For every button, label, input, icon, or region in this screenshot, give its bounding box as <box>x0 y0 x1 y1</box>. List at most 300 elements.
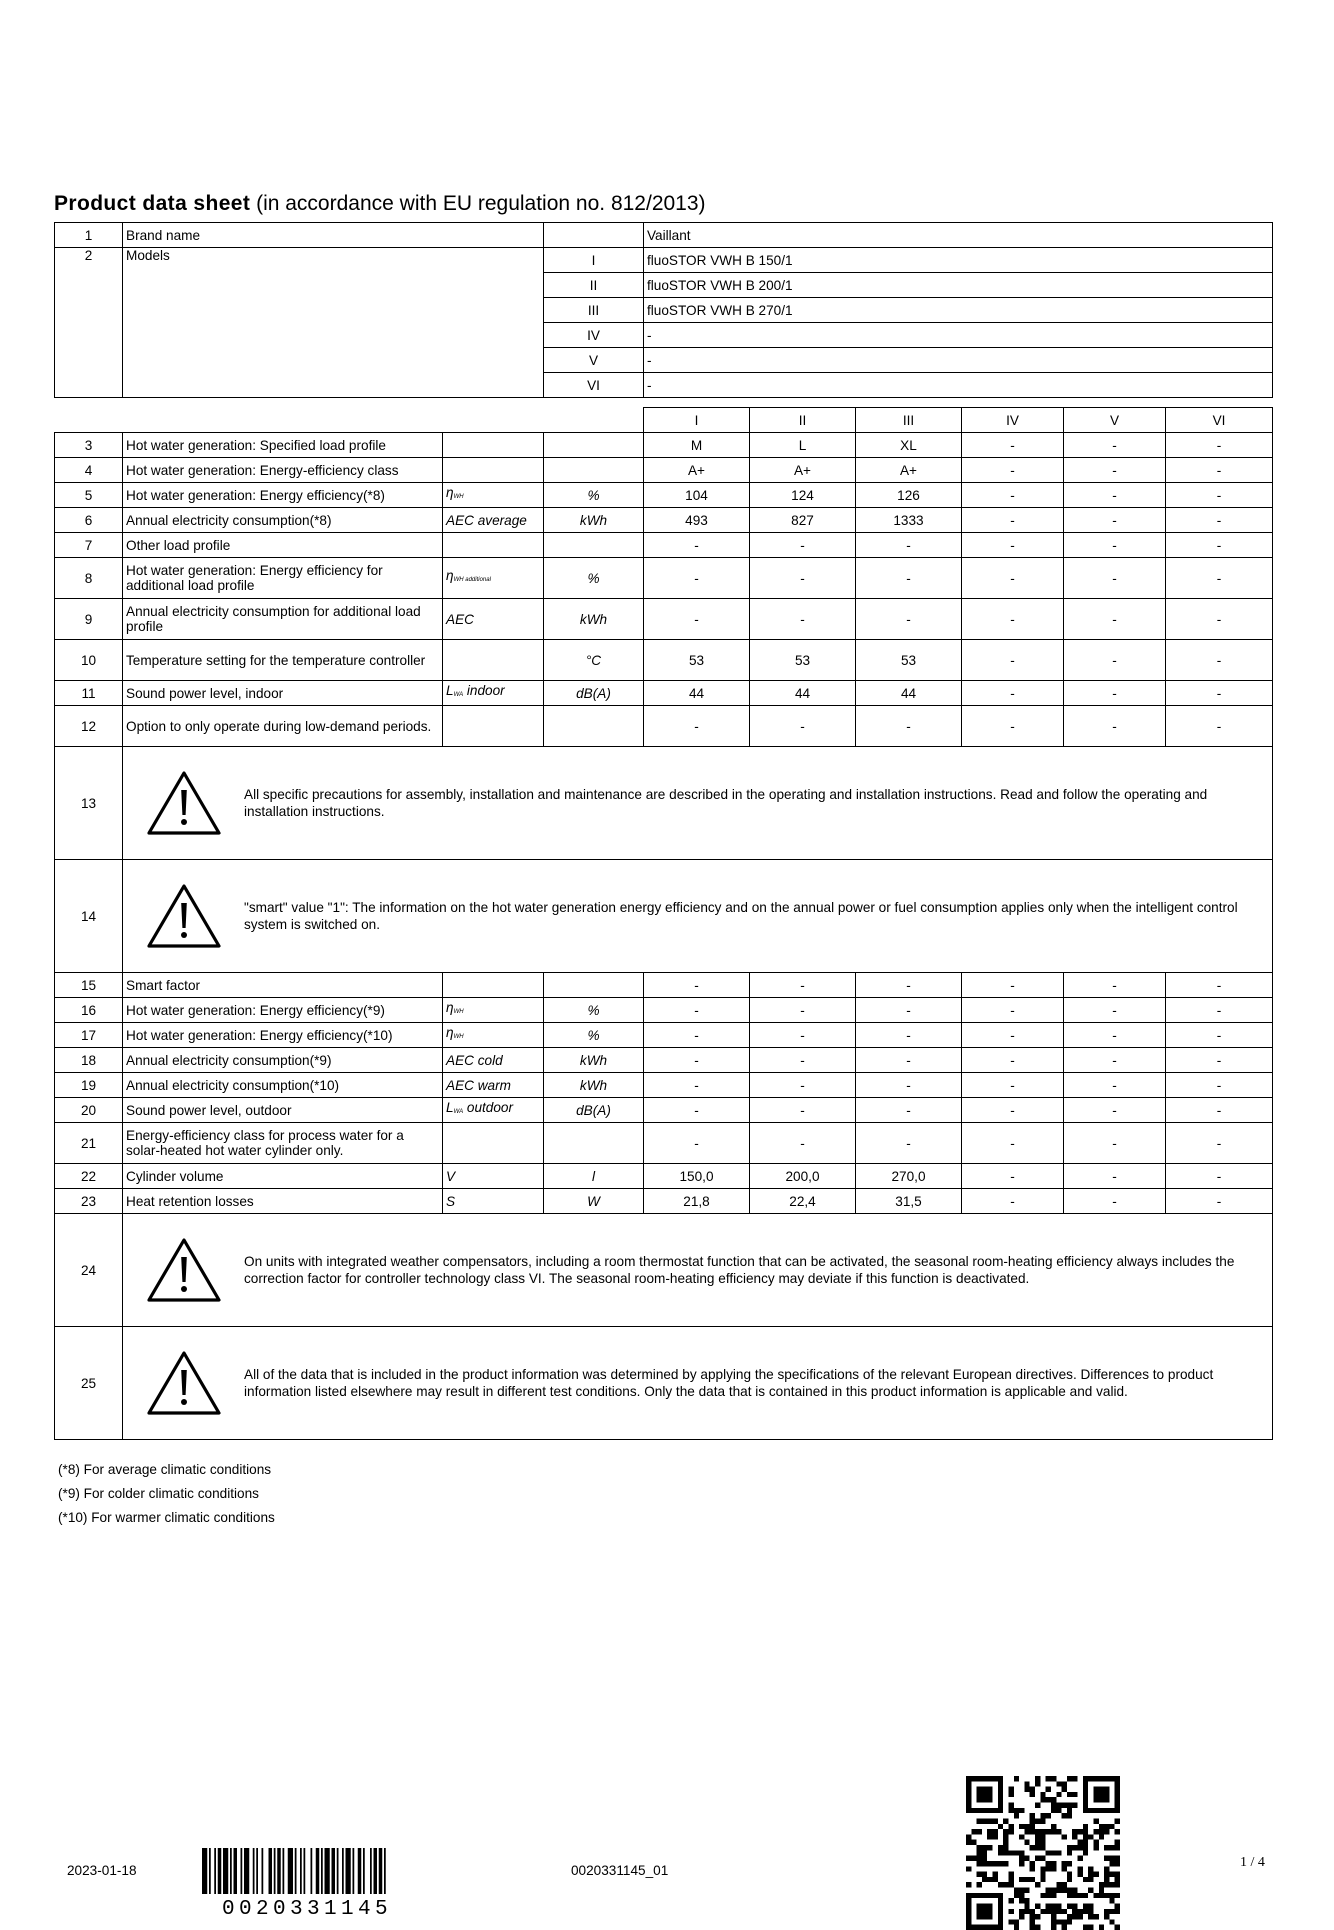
row-symbol <box>443 1123 544 1164</box>
qr-module <box>1115 1872 1120 1877</box>
row-label: Annual electricity consumption(*10) <box>123 1073 443 1098</box>
qr-module <box>1051 1803 1056 1808</box>
qr-module <box>1051 1925 1056 1930</box>
qr-module <box>1072 1829 1077 1834</box>
row-number: 4 <box>55 458 123 483</box>
barcode-number: 0020331145 <box>222 1898 393 1916</box>
value-cell: - <box>856 1023 962 1048</box>
qr-module <box>1019 1877 1024 1882</box>
qr-module <box>1067 1776 1072 1781</box>
row-symbol <box>443 508 544 533</box>
row-unit: kWh <box>544 1048 644 1073</box>
barcode-bar <box>277 1848 281 1894</box>
symbol-text: V <box>446 1168 456 1184</box>
value-cell: - <box>1064 640 1166 681</box>
qr-module <box>987 1818 992 1823</box>
qr-module <box>1030 1792 1035 1797</box>
qr-module <box>1024 1787 1029 1792</box>
warning-wrapper <box>126 883 1269 949</box>
model-name: fluoSTOR VWH B 270/1 <box>644 298 1273 323</box>
qr-module <box>1056 1829 1061 1834</box>
value-cell: - <box>856 558 962 599</box>
qr-module <box>1035 1781 1040 1786</box>
qr-module <box>1008 1919 1013 1924</box>
qr-module <box>1030 1861 1035 1866</box>
qr-module <box>977 1882 982 1887</box>
page-number: 1 / 4 <box>1240 1855 1265 1870</box>
value-cell: - <box>1166 1189 1273 1214</box>
value-cell: - <box>644 973 750 998</box>
row-number: 22 <box>55 1164 123 1189</box>
qr-module <box>982 1818 987 1823</box>
brand-models-table <box>54 222 1273 398</box>
qr-module <box>1008 1792 1013 1797</box>
qr-module <box>1035 1914 1040 1919</box>
qr-module <box>966 1856 971 1861</box>
qr-module <box>1030 1925 1035 1930</box>
qr-module <box>1093 1818 1098 1823</box>
qr-module <box>1067 1850 1072 1855</box>
qr-module <box>1051 1861 1056 1866</box>
data-row <box>55 458 1273 483</box>
qr-module <box>1104 1845 1109 1850</box>
value-cell: - <box>962 1189 1064 1214</box>
model-roman: VI <box>544 373 644 398</box>
qr-module <box>1115 1909 1120 1914</box>
warning-content <box>123 747 1273 860</box>
barcode-bar <box>379 1848 383 1894</box>
symbol-text: η <box>446 568 454 583</box>
symbol-text: L <box>446 1100 454 1115</box>
value-cell: 126 <box>856 483 962 508</box>
row-symbol <box>443 706 544 747</box>
qr-module <box>1051 1824 1056 1829</box>
barcode-bar <box>234 1848 238 1894</box>
product-data-table <box>54 407 1273 1440</box>
value-cell: 270,0 <box>856 1164 962 1189</box>
qr-module <box>1062 1787 1067 1792</box>
symbol-subscript: WH additional <box>453 577 491 583</box>
qr-module <box>1083 1903 1088 1908</box>
qr-module <box>1056 1909 1061 1914</box>
qr-module <box>1024 1888 1029 1893</box>
value-cell: - <box>962 1023 1064 1048</box>
row-number: 11 <box>55 681 123 706</box>
footer-document-code: 0020331145_01 <box>571 1863 669 1878</box>
qr-module <box>1030 1813 1035 1818</box>
value-cell: - <box>962 706 1064 747</box>
value-cell: - <box>962 599 1064 640</box>
value-cell: 53 <box>856 640 962 681</box>
qr-module <box>1035 1925 1040 1930</box>
qr-module <box>1019 1898 1024 1903</box>
qr-module <box>1014 1813 1019 1818</box>
value-cell: 44 <box>644 681 750 706</box>
data-row <box>55 533 1273 558</box>
qr-module <box>1030 1877 1035 1882</box>
qr-module <box>1109 1919 1114 1924</box>
qr-module <box>1035 1803 1040 1808</box>
value-cell: - <box>750 973 856 998</box>
symbol-text: η <box>446 1000 454 1015</box>
row-unit <box>544 1123 644 1164</box>
value-cell: A+ <box>856 458 962 483</box>
qr-module <box>977 1787 993 1803</box>
model-roman: III <box>544 298 644 323</box>
column-header: III <box>856 408 962 433</box>
value-cell: - <box>962 433 1064 458</box>
row-symbol <box>443 1073 544 1098</box>
qr-module <box>1056 1803 1061 1808</box>
barcode-bar <box>384 1848 386 1894</box>
qr-module <box>1109 1872 1114 1877</box>
row-number: 20 <box>55 1098 123 1123</box>
qr-module <box>1109 1845 1114 1850</box>
row-unit: °C <box>544 640 644 681</box>
qr-module <box>1051 1893 1056 1898</box>
row-symbol <box>443 433 544 458</box>
value-cell: - <box>962 458 1064 483</box>
value-cell: - <box>1166 1023 1273 1048</box>
barcode-bar <box>283 1848 285 1894</box>
qr-code-icon <box>966 1776 1120 1930</box>
qr-module <box>1035 1903 1040 1908</box>
row-symbol <box>443 558 544 599</box>
qr-module <box>1067 1872 1072 1877</box>
qr-module <box>1046 1776 1051 1781</box>
qr-module <box>1067 1845 1072 1850</box>
qr-module <box>966 1840 971 1845</box>
value-cell: - <box>856 1098 962 1123</box>
qr-module <box>1014 1850 1019 1855</box>
value-cell: - <box>1166 1048 1273 1073</box>
qr-module <box>1115 1925 1120 1930</box>
model-name: - <box>644 373 1273 398</box>
row-label: Hot water generation: Energy efficiency for additional load profile <box>123 558 443 599</box>
value-cell: - <box>1064 508 1166 533</box>
qr-module <box>1062 1861 1067 1866</box>
value-cell: - <box>1064 706 1166 747</box>
qr-module <box>1078 1829 1083 1834</box>
qr-module <box>1093 1893 1098 1898</box>
qr-module <box>1109 1882 1114 1887</box>
data-row <box>55 558 1273 599</box>
value-cell: - <box>1064 558 1166 599</box>
qr-module <box>998 1824 1003 1829</box>
qr-module <box>1062 1803 1067 1808</box>
qr-module <box>1078 1856 1083 1861</box>
qr-module <box>1099 1824 1104 1829</box>
qr-module <box>1099 1893 1104 1898</box>
qr-module <box>1008 1909 1013 1914</box>
column-header: V <box>1064 408 1166 433</box>
qr-module <box>1046 1903 1051 1908</box>
value-cell: - <box>856 599 962 640</box>
qr-module <box>1093 1829 1098 1834</box>
qr-module <box>1104 1829 1109 1834</box>
symbol-text: AEC cold <box>446 1052 503 1068</box>
value-cell: - <box>1064 599 1166 640</box>
barcode-bar <box>230 1848 232 1894</box>
qr-module <box>1083 1850 1088 1855</box>
qr-module <box>1040 1840 1045 1845</box>
barcode-bar <box>321 1848 323 1894</box>
qr-module <box>1099 1834 1104 1839</box>
value-cell: - <box>1064 533 1166 558</box>
row-unit: dB(A) <box>544 1098 644 1123</box>
qr-module <box>1024 1840 1029 1845</box>
qr-module <box>1046 1861 1051 1866</box>
symbol-subscript: WA <box>453 692 464 698</box>
qr-module <box>1030 1787 1035 1792</box>
barcode-icon <box>202 1848 464 1916</box>
qr-module <box>1040 1909 1045 1914</box>
value-cell: - <box>1064 1123 1166 1164</box>
value-cell: 22,4 <box>750 1189 856 1214</box>
qr-module <box>1115 1845 1120 1850</box>
qr-module <box>1046 1850 1051 1855</box>
qr-module <box>1008 1808 1013 1813</box>
qr-module <box>1088 1877 1093 1882</box>
qr-module <box>993 1877 998 1882</box>
qr-module <box>1072 1903 1077 1908</box>
value-cell: - <box>962 1164 1064 1189</box>
qr-module <box>1083 1877 1088 1882</box>
value-cell: - <box>644 1123 750 1164</box>
symbol-suffix: outdoor <box>463 1100 514 1115</box>
value-cell: - <box>1166 433 1273 458</box>
qr-module <box>1088 1903 1093 1908</box>
row-symbol <box>443 1164 544 1189</box>
value-cell: - <box>962 1048 1064 1073</box>
qr-module <box>1051 1919 1056 1924</box>
value-cell: - <box>644 998 750 1023</box>
column-header: IV <box>962 408 1064 433</box>
row-number: 24 <box>55 1214 123 1327</box>
qr-module <box>1035 1818 1040 1823</box>
qr-module <box>1051 1850 1056 1855</box>
qr-module <box>1109 1824 1114 1829</box>
value-cell: - <box>750 706 856 747</box>
value-cell: - <box>962 1073 1064 1098</box>
qr-module <box>1003 1882 1008 1887</box>
qr-module <box>1109 1856 1114 1861</box>
qr-module <box>1040 1866 1045 1871</box>
value-cell: - <box>1166 681 1273 706</box>
qr-module <box>1035 1856 1040 1861</box>
symbol-text: AEC average <box>446 512 527 528</box>
warning-triangle-icon <box>146 883 222 949</box>
value-cell: - <box>1064 1048 1166 1073</box>
qr-module <box>1051 1776 1056 1781</box>
qr-module <box>1008 1877 1013 1882</box>
barcode-bar <box>244 1848 249 1894</box>
row-unit: kWh <box>544 599 644 640</box>
qr-module <box>1051 1903 1056 1908</box>
qr-module <box>977 1845 982 1850</box>
row-label: Other load profile <box>123 533 443 558</box>
barcode-bar <box>363 1848 365 1894</box>
barcode-bar <box>374 1848 378 1894</box>
value-cell: - <box>962 1098 1064 1123</box>
row-label: Sound power level, indoor <box>123 681 443 706</box>
data-row <box>55 599 1273 640</box>
row-label: Models <box>123 248 544 398</box>
barcode-bar <box>295 1848 297 1894</box>
qr-module <box>1040 1834 1045 1839</box>
qr-module <box>1030 1818 1035 1823</box>
qr-module <box>1040 1797 1045 1802</box>
barcode-bar <box>370 1848 372 1894</box>
barcode-bar <box>346 1848 351 1894</box>
qr-module <box>1104 1877 1109 1882</box>
value-cell: - <box>856 706 962 747</box>
qr-module <box>1062 1882 1067 1887</box>
qr-module <box>1099 1925 1104 1930</box>
row-symbol <box>443 533 544 558</box>
qr-module <box>1099 1829 1104 1834</box>
value-cell: 150,0 <box>644 1164 750 1189</box>
value-cell: - <box>750 1123 856 1164</box>
qr-module <box>1040 1792 1045 1797</box>
value-cell: - <box>644 1098 750 1123</box>
row-label: Hot water generation: Energy-efficiency class <box>123 458 443 483</box>
qr-module <box>1024 1856 1029 1861</box>
qr-module <box>1093 1840 1098 1845</box>
warning-row <box>55 860 1273 973</box>
data-row <box>55 433 1273 458</box>
column-header-row <box>55 408 1273 433</box>
row-unit: dB(A) <box>544 681 644 706</box>
qr-module <box>1035 1845 1040 1850</box>
qr-module <box>987 1834 992 1839</box>
row-number: 13 <box>55 747 123 860</box>
value-cell: - <box>1166 1073 1273 1098</box>
data-row <box>55 706 1273 747</box>
row-unit: % <box>544 483 644 508</box>
value-cell: - <box>1064 483 1166 508</box>
qr-module <box>1067 1914 1072 1919</box>
data-row <box>55 1189 1273 1214</box>
qr-module <box>1078 1909 1083 1914</box>
barcode-bar <box>325 1848 330 1894</box>
barcode-bar <box>304 1848 306 1894</box>
row-symbol <box>443 599 544 640</box>
data-row <box>55 1164 1273 1189</box>
value-cell: 53 <box>644 640 750 681</box>
qr-module <box>1008 1787 1013 1792</box>
value-cell: - <box>962 533 1064 558</box>
qr-module <box>1024 1903 1029 1908</box>
row-unit <box>544 973 644 998</box>
footnotes <box>58 1458 275 1530</box>
qr-module <box>1099 1882 1104 1887</box>
qr-module <box>993 1829 998 1834</box>
qr-module <box>1019 1909 1024 1914</box>
qr-module <box>1056 1919 1061 1924</box>
qr-module <box>1040 1813 1045 1818</box>
value-cell: L <box>750 433 856 458</box>
row-symbol <box>443 973 544 998</box>
qr-module <box>1056 1781 1061 1786</box>
value-cell: - <box>962 558 1064 599</box>
value-cell: - <box>1064 1189 1166 1214</box>
qr-module <box>1104 1856 1109 1861</box>
qr-module <box>1051 1797 1056 1802</box>
qr-module <box>1072 1909 1077 1914</box>
qr-module <box>1003 1829 1008 1834</box>
warning-content <box>123 860 1273 973</box>
model-name: fluoSTOR VWH B 150/1 <box>644 248 1273 273</box>
qr-module <box>1115 1882 1120 1887</box>
value-cell: A+ <box>644 458 750 483</box>
page-title-bold: Product data sheet <box>54 192 251 215</box>
row-label: Energy-efficiency class for process water for a solar-heated hot water cylinder only. <box>123 1123 443 1164</box>
qr-module <box>1019 1861 1024 1866</box>
qr-module <box>977 1829 982 1834</box>
qr-module <box>1035 1829 1040 1834</box>
qr-module <box>1109 1861 1114 1866</box>
qr-module <box>1083 1925 1088 1930</box>
qr-module <box>1046 1893 1051 1898</box>
qr-module <box>1109 1898 1114 1903</box>
qr-module <box>1008 1803 1013 1808</box>
qr-module <box>1024 1781 1029 1786</box>
qr-module <box>1040 1893 1045 1898</box>
qr-module <box>998 1861 1003 1866</box>
qr-module <box>1072 1845 1077 1850</box>
row-label: Hot water generation: Energy efficiency(*10) <box>123 1023 443 1048</box>
barcode-bar <box>311 1848 313 1894</box>
qr-module <box>982 1861 987 1866</box>
qr-module <box>1083 1893 1088 1898</box>
row-label: Hot water generation: Energy efficiency(*8) <box>123 483 443 508</box>
qr-module <box>1078 1866 1083 1871</box>
value-cell: - <box>1064 998 1166 1023</box>
row-unit <box>544 458 644 483</box>
brand-value: Vaillant <box>644 223 1273 248</box>
data-row <box>55 973 1273 998</box>
qr-module <box>1093 1872 1098 1877</box>
footer-date: 2023-01-18 <box>67 1863 137 1878</box>
qr-module <box>1083 1909 1088 1914</box>
qr-module <box>1014 1893 1019 1898</box>
data-row <box>55 1098 1273 1123</box>
warning-wrapper <box>126 1237 1269 1303</box>
barcode-bar <box>202 1848 207 1894</box>
barcode-bar <box>262 1848 264 1894</box>
row-symbol <box>443 681 544 706</box>
value-cell: 44 <box>856 681 962 706</box>
model-roman: I <box>544 248 644 273</box>
qr-module <box>1115 1861 1120 1866</box>
row-number: 12 <box>55 706 123 747</box>
qr-module <box>1040 1845 1045 1850</box>
qr-module <box>1062 1781 1067 1786</box>
qr-module <box>1062 1834 1067 1839</box>
barcode-bar <box>358 1848 362 1894</box>
row-number: 10 <box>55 640 123 681</box>
value-cell: XL <box>856 433 962 458</box>
qr-module <box>1056 1903 1061 1908</box>
row-symbol <box>443 640 544 681</box>
qr-module <box>1008 1824 1013 1829</box>
qr-module <box>971 1856 976 1861</box>
value-cell: 493 <box>644 508 750 533</box>
value-cell: - <box>644 706 750 747</box>
barcode-bar <box>300 1848 302 1894</box>
qr-module <box>1046 1813 1051 1818</box>
